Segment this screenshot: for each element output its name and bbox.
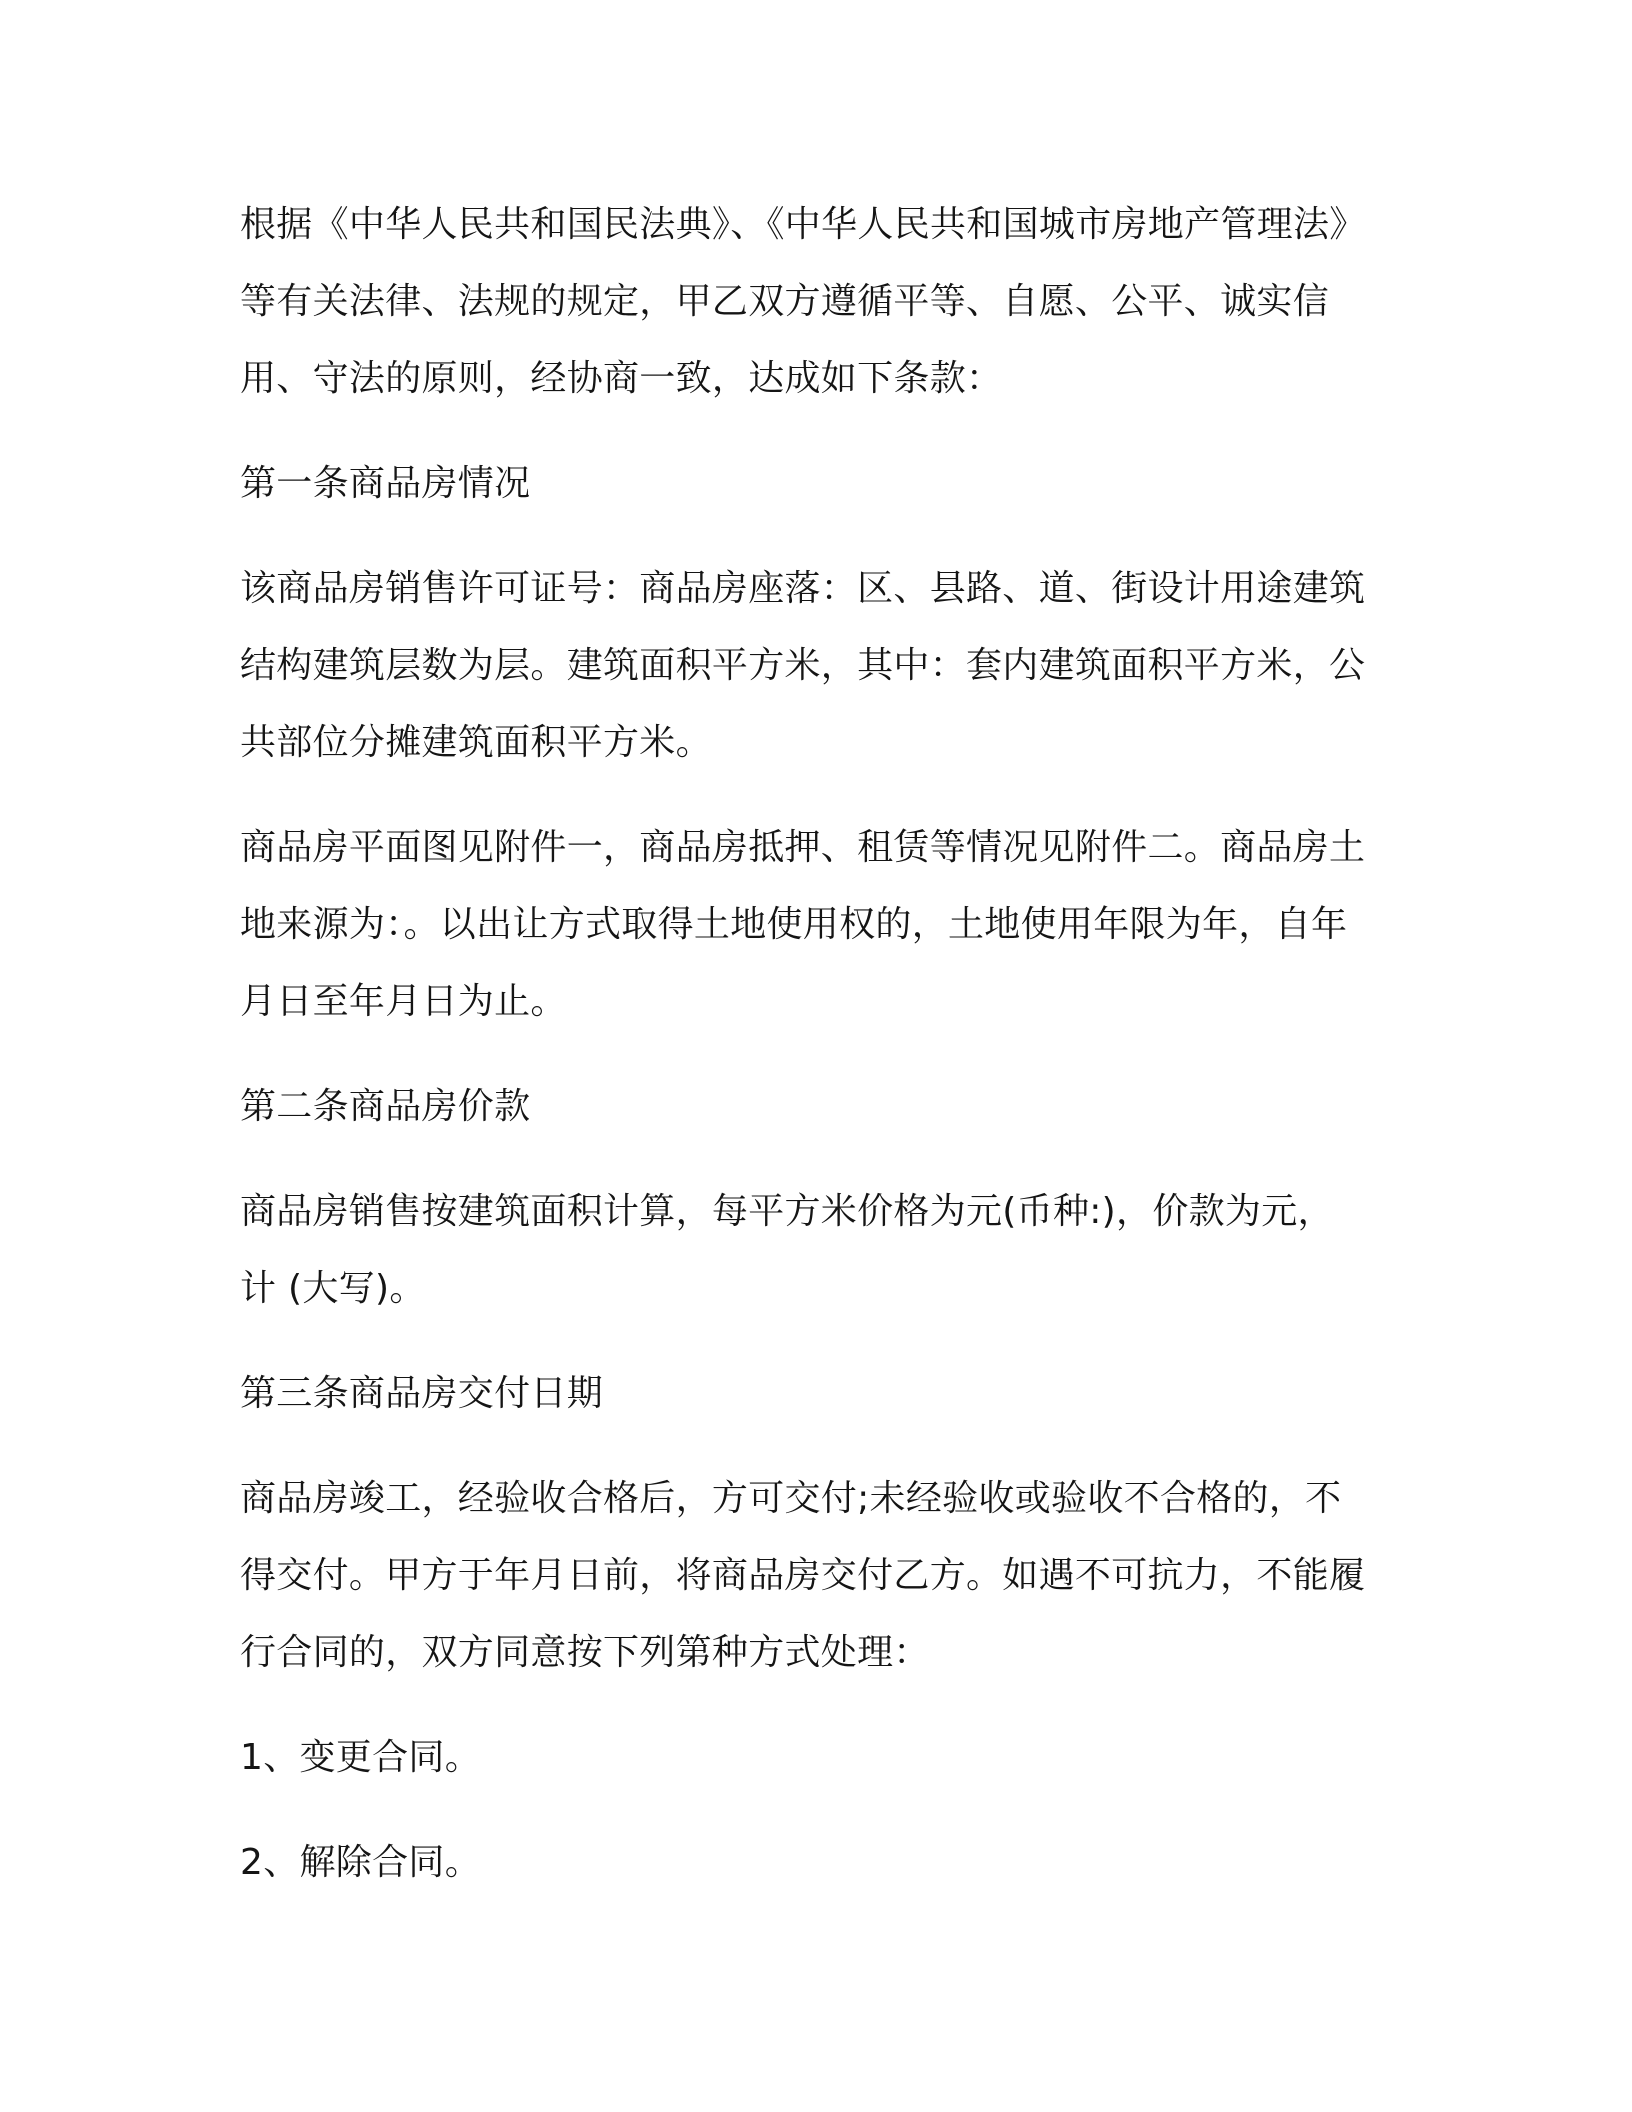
land-source-paragraph: 商品房平面图见附件一，商品房抵押、租赁等情况见附件二。商品房土地来源为：。以出让方式取得土地使用权的，土地使用年限为年，自年月日至年月日为止。 [240,827,1366,1022]
option-1-item: 1、变更合同。 [240,1737,482,1778]
article-2-heading: 第二条商品房价款 [240,1086,531,1127]
property-info-paragraph: 该商品房销售许可证号：商品房座落：区、县路、道、街设计用途建筑结构建筑层数为层。建筑面积平方米，其中：套内建筑面积平方米，公共部位分摊建筑面积平方米。 [240,568,1366,763]
document-body [240,186,1370,1901]
price-paragraph: 商品房销售按建筑面积计算，每平方米价格为元(币种:)，价款为元，计 (大写)。 [240,1191,1334,1309]
preamble-paragraph: 根据《中华人民共和国民法典》、《中华人民共和国城市房地产管理法》等有关法律、法规的规定，甲乙双方遵循平等、自愿、公平、诚实信用、守法的原则，经协商一致，达成如下条款： [240,204,1366,399]
delivery-paragraph: 商品房竣工，经验收合格后，方可交付;未经验收或验收不合格的，不得交付。甲方于年月日前，将商品房交付乙方。如遇不可抗力，不能履行合同的，双方同意按下列第种方式处理： [240,1478,1366,1673]
article-1-heading: 第一条商品房情况 [240,463,531,504]
option-2-item: 2、解除合同。 [240,1842,482,1883]
article-3-heading: 第三条商品房交付日期 [240,1373,604,1414]
